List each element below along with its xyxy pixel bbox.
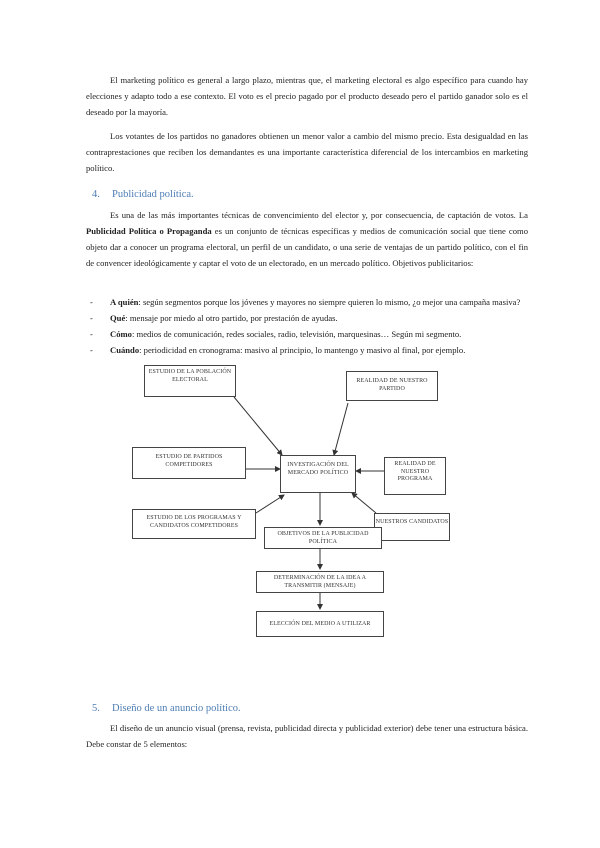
bullet-dash: - — [90, 297, 93, 307]
section-heading-diseno — [92, 703, 241, 714]
bullet-dash: - — [90, 329, 93, 339]
arrow-programas — [256, 495, 284, 513]
list-item — [86, 342, 528, 358]
list-item — [86, 326, 528, 342]
paragraph-bold-term: Publicidad Política o Propaganda — [86, 226, 212, 236]
section-title: Publicidad política. — [112, 189, 194, 200]
arrow-realidad-partido — [334, 403, 348, 455]
bullet-text: : según segmentos porque los jóvenes y mayores no siempre quieren lo mismo, ¿o mejor una campaña masiva? — [138, 297, 521, 307]
section-title: Diseño de un anuncio político. — [112, 703, 241, 714]
paragraph-text-start: Es una de las más importantes técnicas de convencimiento del elector y, por consecuencia, de captación de votos. La — [110, 210, 528, 220]
box-determinacion: DETERMINACIÓN DE LA IDEA A TRANSMITIR (MENSAJE) — [256, 571, 384, 593]
box-eleccion: ELECCIÓN DEL MEDIO A UTILIZAR — [256, 611, 384, 637]
bullet-label: A quién — [110, 297, 139, 307]
bullet-text: : mensaje por miedo al otro partido, por prestación de ayudas. — [125, 313, 338, 323]
paragraph-publicidad-politica — [86, 207, 528, 271]
bullet-label: Cómo — [110, 329, 132, 339]
box-objetivos: OBJETIVOS DE LA PUBLICIDAD POLÍTICA — [264, 527, 382, 549]
bullet-dash: - — [90, 313, 93, 323]
process-diagram — [130, 363, 474, 645]
paragraph-marketing-politico: El marketing político es general a largo plazo, mientras que, el marketing electoral es algo específico para cuando hay elecciones y adapto todo a ese contexto. El voto es el precio pagado por el producto deseado pero el partido ganador solo es el deseado por la mayoría. — [86, 75, 528, 117]
arrow-candidatos — [352, 493, 376, 513]
bullet-text: : medios de comunicación, redes sociales, radio, televisión, marquesinas… Según mi segmento. — [131, 329, 462, 339]
bullet-label: Cuándo — [110, 345, 140, 355]
section-number: 5. — [92, 703, 100, 714]
box-realidad-partido: REALIDAD DE NUESTRO PARTIDO — [346, 371, 438, 401]
list-item — [86, 294, 528, 310]
section-heading-publicidad — [92, 189, 194, 200]
paragraph-text-end: es un conjunto de técnicas específicas y medios de comunicación social que tiene como objeto dar a conocer un programa electoral, un perfil de un candidato, o una serie de ventajas de un partido político, con el fin de convencer ideológicamente y captar el voto de un electorado, en un mercado político. Objetivos publicitarios: — [86, 226, 528, 268]
box-estudio-poblacion: ESTUDIO DE LA POBLACIÓN ELECTORAL — [144, 365, 236, 397]
box-realidad-programa: REALIDAD DE NUESTRO PROGRAMA — [384, 457, 446, 495]
bullet-label: Qué — [110, 313, 126, 323]
objectives-list — [86, 294, 528, 358]
list-item — [86, 310, 528, 326]
bullet-dash: - — [90, 345, 93, 355]
paragraph-votantes: Los votantes de los partidos no ganadores obtienen un menor valor a cambio del mismo precio. Esta desigualdad en las contraprestaciones que reciben los demandantes es una importante característica diferencial de los intercambios en marketing político. — [86, 131, 528, 173]
box-estudio-programas: ESTUDIO DE LOS PROGRAMAS Y CANDIDATOS COMPETIDORES — [132, 509, 256, 539]
bullet-text: : periodicidad en cronograma: masivo al principio, lo mantengo y masivo al final, por ejemplo. — [139, 345, 466, 355]
paragraph-diseno-anuncio: El diseño de un anuncio visual (prensa, revista, publicidad directa y publicidad exterior) debe tener una estructura básica. Debe constar de 5 elementos: — [86, 723, 528, 749]
diagram-connectors — [130, 363, 474, 645]
section-number: 4. — [92, 189, 100, 200]
box-estudio-partidos: ESTUDIO DE PARTIDOS COMPETIDORES — [132, 447, 246, 479]
box-candidatos: NUESTROS CANDIDATOS — [374, 513, 450, 541]
box-investigacion: INVESTIGACIÓN DEL MERCADO POLÍTICO — [280, 455, 356, 493]
